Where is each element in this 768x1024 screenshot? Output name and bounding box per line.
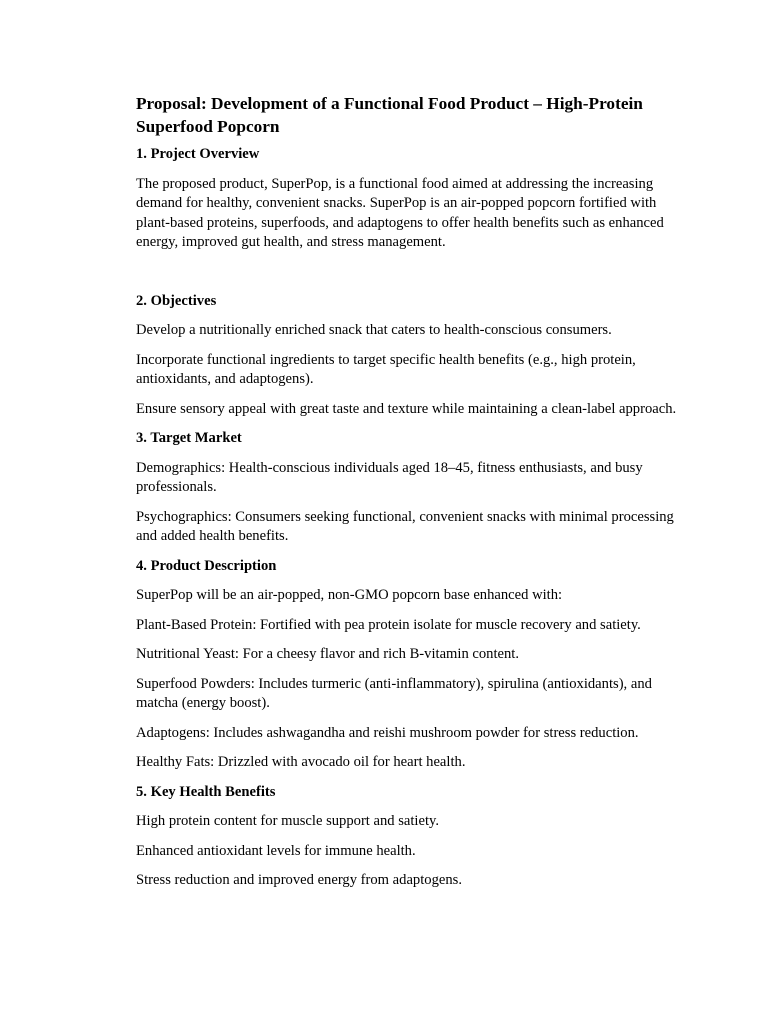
- objectives-paragraph: Incorporate functional ingredients to target specific health benefits (e.g., high protein, antioxidants, and adaptogens).: [136, 351, 636, 387]
- objectives-paragraph: Develop a nutritionally enriched snack that caters to health-conscious consumers.: [136, 322, 612, 338]
- product-description-paragraph: Adaptogens: Includes ashwagandha and reishi mushroom powder for stress reduction.: [136, 724, 639, 741]
- product-description-paragraph: Plant-Based Protein: Fortified with pea protein isolate for muscle recovery and satiety.: [136, 616, 641, 633]
- section-heading-target-market: 3. Target Market: [136, 430, 242, 446]
- product-description-paragraph: Superfood Powders: Includes turmeric (anti-inflammatory), spirulina (antioxidants), and matcha (energy boost).: [136, 675, 652, 711]
- overview-paragraph: The proposed product, SuperPop, is a functional food aimed at addressing the increasing demand for healthy, convenient snacks. SuperPop is an air-popped popcorn fortified with plant-based proteins, superfoods, and adaptogens to offer health benefits such as enhanced energy, improved gut health, and stress management.: [136, 175, 664, 250]
- objectives-paragraph: Ensure sensory appeal with great taste and texture while maintaining a clean-label approach.: [136, 400, 677, 417]
- section-heading-product-description: 4. Product Description: [136, 557, 277, 574]
- document-title: Proposal: Development of a Functional Food Product – High-Protein Superfood Popcorn: [136, 94, 643, 136]
- target-market-paragraph: Psychographics: Consumers seeking functional, convenient snacks with minimal processing and added health benefits.: [136, 508, 674, 544]
- product-description-paragraph: SuperPop will be an air-popped, non-GMO popcorn base enhanced with:: [136, 587, 563, 603]
- section-heading-overview: 1. Project Overview: [136, 146, 260, 162]
- health-benefits-paragraph: Stress reduction and improved energy from adaptogens.: [136, 872, 462, 888]
- target-market-paragraph: Demographics: Health-conscious individuals aged 18–45, fitness enthusiasts, and busy professionals.: [136, 459, 643, 495]
- product-description-paragraph: Healthy Fats: Drizzled with avocado oil for heart health.: [136, 754, 466, 770]
- section-spacer: [136, 263, 684, 292]
- section-heading-objectives: 2. Objectives: [136, 292, 217, 309]
- product-description-paragraph: Nutritional Yeast: For a cheesy flavor and rich B-vitamin content.: [136, 646, 519, 662]
- section-heading-health-benefits: 5. Key Health Benefits: [136, 783, 276, 800]
- health-benefits-paragraph: High protein content for muscle support and satiety.: [136, 813, 440, 829]
- health-benefits-paragraph: Enhanced antioxidant levels for immune health.: [136, 842, 416, 859]
- document-body: [136, 92, 684, 901]
